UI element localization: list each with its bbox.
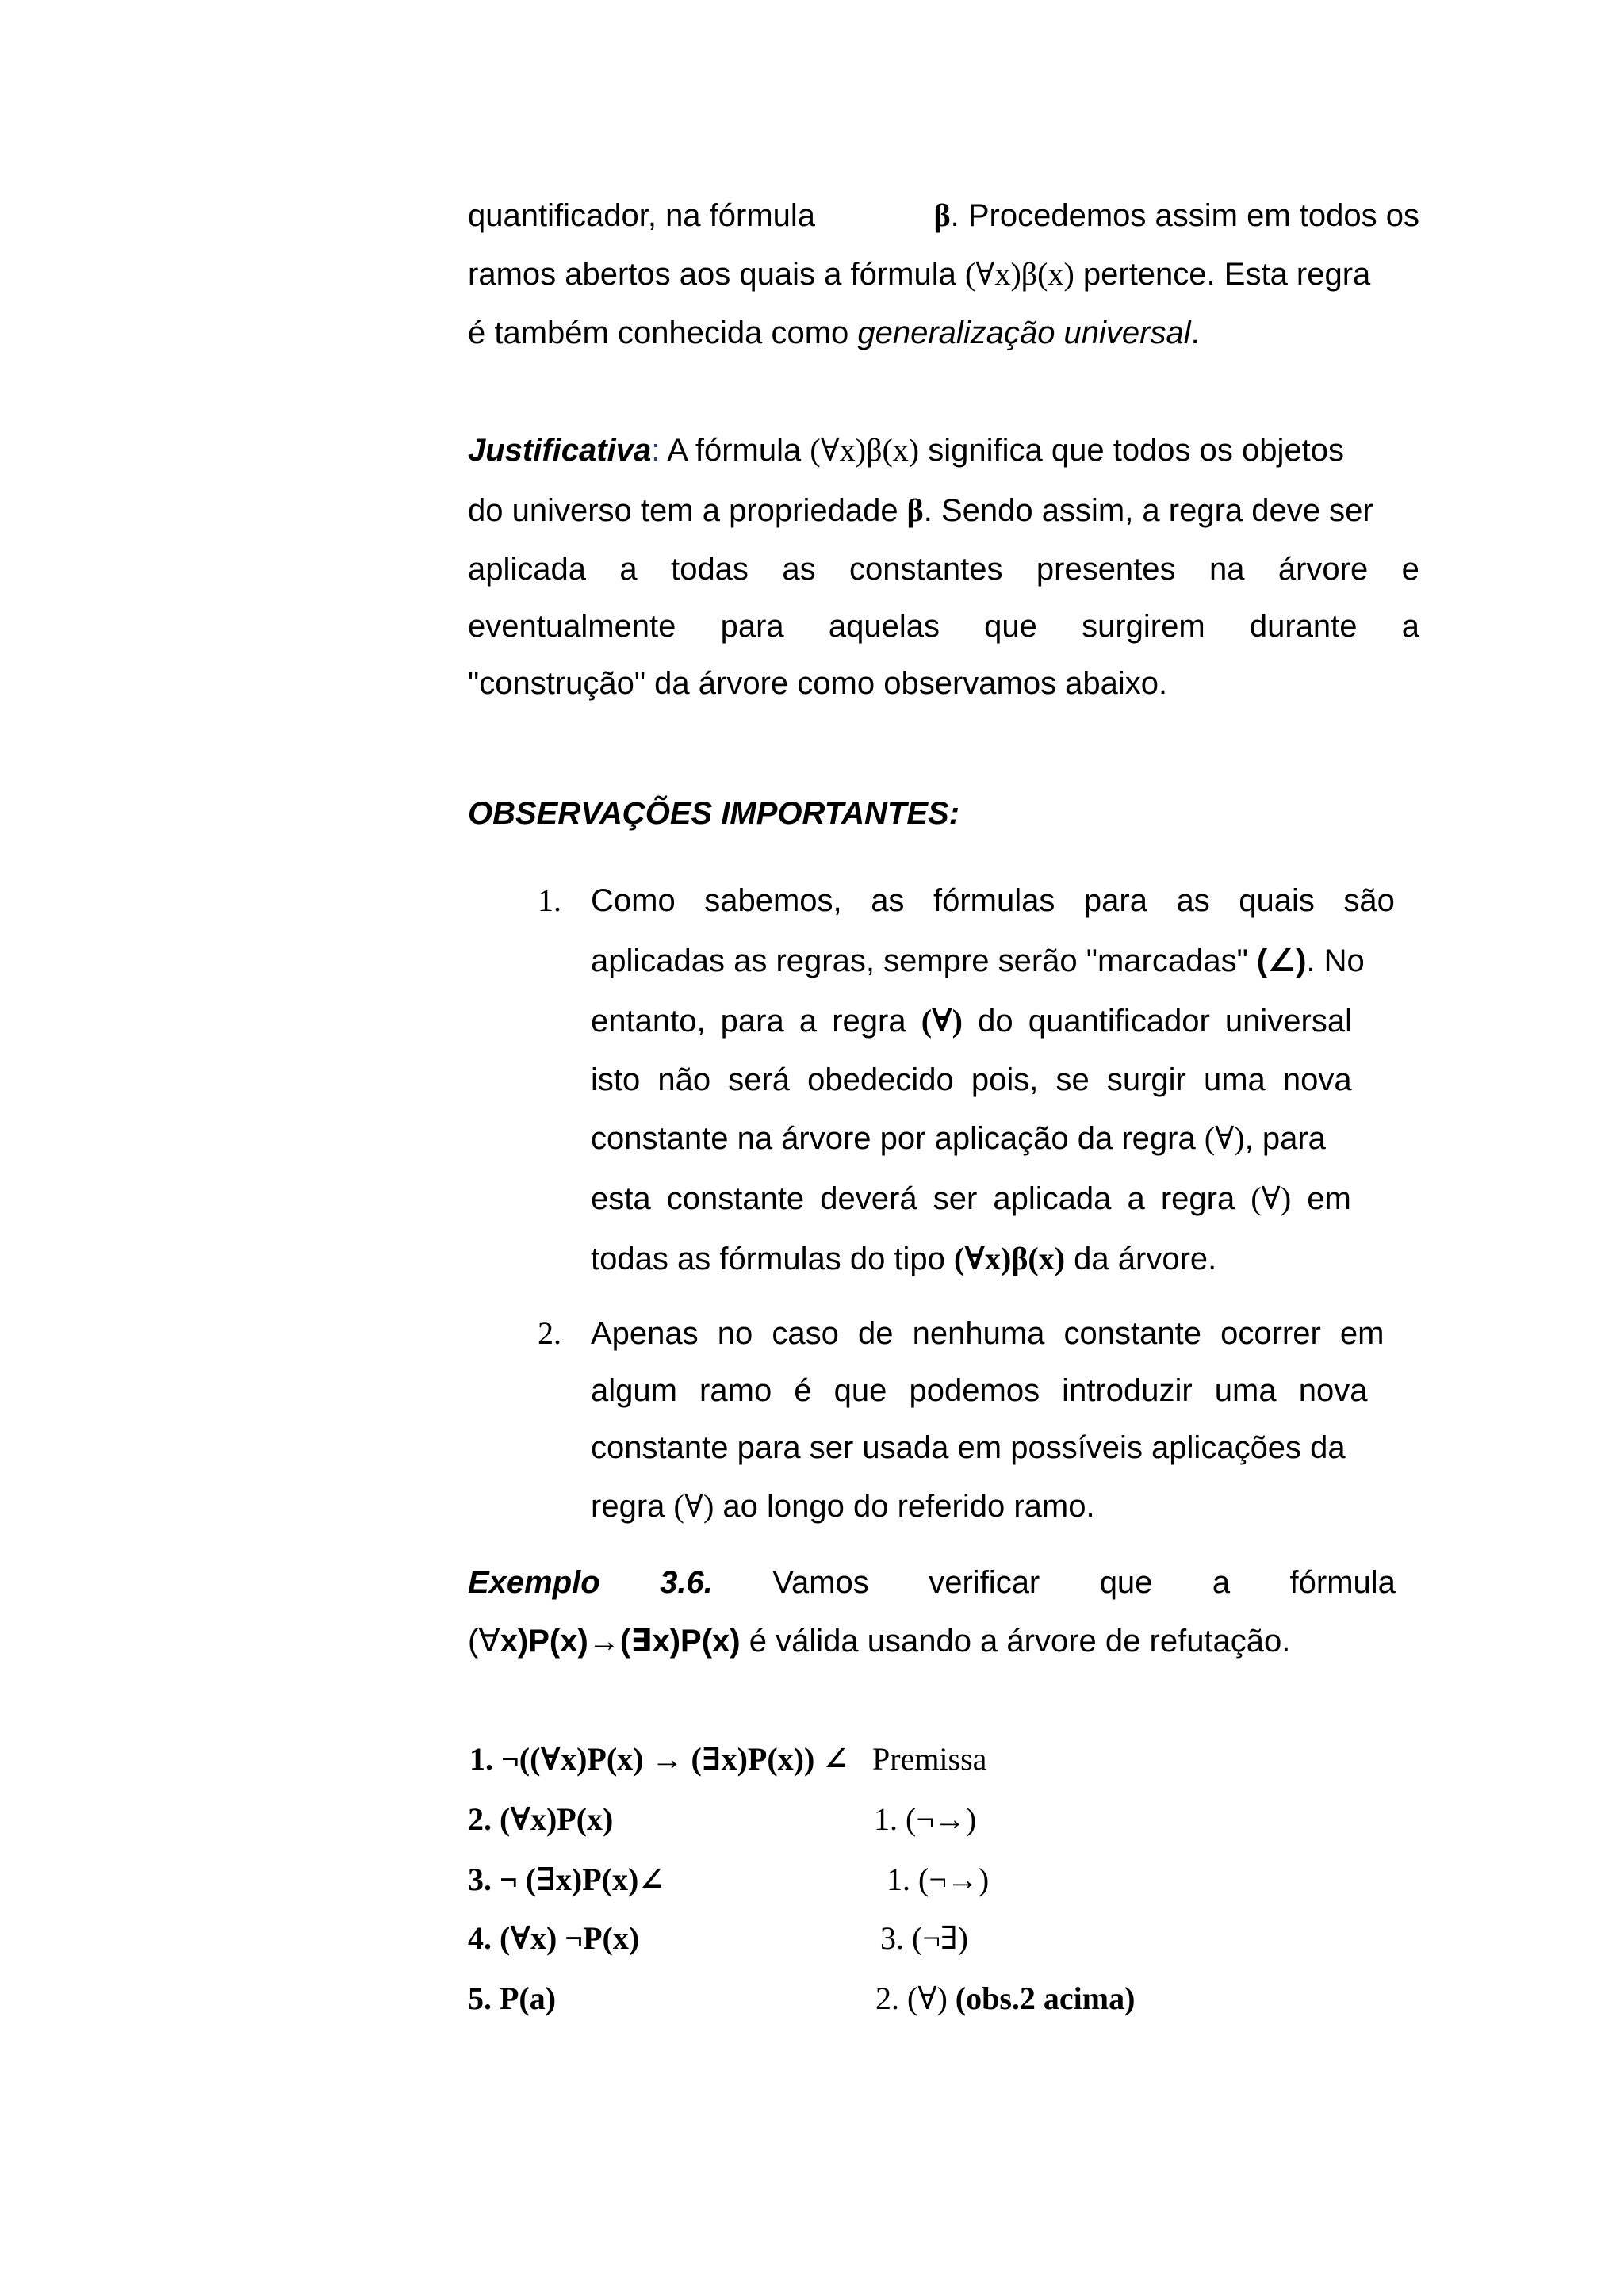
rule-symbol: (∀) <box>1204 1120 1245 1156</box>
observation-1-line-4: isto não será obedecido pois, se surgir uma nova <box>591 1062 1352 1097</box>
text: esta constante deverá ser aplicada a regra <box>591 1181 1251 1216</box>
text: aplicadas as regras, sempre serão "marcadas" <box>591 943 1257 978</box>
text: em <box>1291 1181 1351 1216</box>
word: são <box>1343 883 1395 918</box>
word: árvore <box>1277 552 1369 587</box>
paragraph-2-line-5: "construção" da árvore como observamos abaixo. <box>468 666 1168 701</box>
word: Vamos <box>772 1565 869 1600</box>
word: todas <box>671 552 749 587</box>
tableau-row-4-justification: 3. (¬∃) <box>880 1920 968 1956</box>
word: as <box>871 883 905 918</box>
observation-1-line-3 <box>591 993 1352 1050</box>
text: entanto, para a regra <box>591 1004 921 1039</box>
tableau-row-5-justification <box>875 1971 1135 2026</box>
word: que <box>984 609 1037 644</box>
rule-symbol: (∀) <box>673 1488 714 1524</box>
word: sabemos, <box>704 883 842 918</box>
word: as <box>782 552 816 587</box>
text: significa que todos os objetos <box>919 433 1345 468</box>
word: e <box>1401 552 1419 587</box>
text: constante na árvore por aplicação da regra <box>591 1121 1205 1156</box>
list-number-1: 1. <box>538 882 561 918</box>
text: é válida usando a árvore de refutação. <box>740 1624 1291 1659</box>
text: ao longo do referido ramo. <box>714 1489 1095 1524</box>
word: aquelas <box>828 609 940 644</box>
word: durante <box>1249 609 1358 644</box>
text: A fórmula <box>660 433 810 468</box>
tableau-row-3-formula: 3. ¬ (∃x)P(x)∠ <box>468 1862 665 1897</box>
word: eventualmente <box>468 609 676 644</box>
word: constantes <box>849 552 1003 587</box>
text: . Procedemos assim em todos os <box>950 198 1419 233</box>
text: do universo tem a propriedade <box>468 493 907 528</box>
formula: x)P(x)→(∃x)P(x) <box>500 1624 741 1659</box>
text: regra <box>591 1489 674 1524</box>
formula-text: 2. (∀x)P(x) <box>468 1801 614 1837</box>
rule-symbol: (∀) <box>1251 1181 1292 1216</box>
observation-1-line-1 <box>591 872 1395 929</box>
word: para <box>1083 883 1147 918</box>
example-line-2 <box>468 1613 1290 1670</box>
colon: : <box>651 433 661 468</box>
tableau-row-1-formula: 1. ¬((∀x)P(x) → (∃x)P(x)) ∠ <box>469 1741 849 1777</box>
example-number: 3.6. <box>660 1565 713 1600</box>
paragraph-2-line-2 <box>468 482 1373 539</box>
text: , para <box>1244 1121 1326 1156</box>
word: a <box>1212 1565 1231 1600</box>
formula: (∀x)β(x) <box>954 1241 1066 1276</box>
observation-2-line-3: constante para ser usada em possíveis aplicações da <box>591 1430 1346 1465</box>
paragraph-2-line-4 <box>468 598 1419 655</box>
observation-1-line-7 <box>591 1230 1216 1288</box>
word: a <box>619 552 638 587</box>
word: que <box>1099 1565 1153 1600</box>
list-number-2: 2. <box>538 1315 561 1351</box>
tableau-row-3-justification: 1. (¬→) <box>887 1862 990 1897</box>
justificativa-label: Justificativa <box>468 433 652 468</box>
example-label: Exemplo <box>468 1565 600 1600</box>
paragraph-1-line-3 <box>468 304 1200 362</box>
word: a <box>1401 609 1419 644</box>
word: quais <box>1239 883 1315 918</box>
beta-symbol: β <box>933 197 951 233</box>
observation-1-line-2 <box>591 932 1365 989</box>
text: pertence. Esta regra <box>1074 257 1371 292</box>
text: ramos abertos aos quais a fórmula <box>468 257 965 292</box>
text: é também conhecida como <box>468 316 858 350</box>
text: do quantificador universal <box>963 1004 1352 1039</box>
word: fórmula <box>1289 1565 1396 1600</box>
text: . No <box>1306 943 1365 978</box>
mark-symbol: (∠) <box>1256 943 1307 978</box>
word: as <box>1176 883 1210 918</box>
word: aplicada <box>468 552 587 587</box>
formula-start: (∀ <box>468 1624 500 1659</box>
paragraph-2-line-3 <box>468 541 1419 598</box>
justification-rule: 2. (∀) <box>875 1980 956 2016</box>
paragraph-2-line-1 <box>468 422 1344 479</box>
observation-2-line-4 <box>591 1478 1095 1535</box>
tableau-row-2-justification: 1. (¬→) <box>874 1801 977 1837</box>
italic-term: generalização universal <box>857 316 1191 350</box>
word: Como <box>591 883 676 918</box>
text: . Sendo assim, a regra deve ser <box>923 493 1373 528</box>
beta-symbol: β <box>906 492 924 528</box>
justification-note: (obs.2 acima) <box>955 1980 1136 2016</box>
tableau-row-2-formula <box>468 1792 613 1847</box>
rule-symbol: (∀) <box>921 1003 963 1039</box>
section-heading: OBSERVAÇÕES IMPORTANTES: <box>468 796 960 831</box>
text: todas as fórmulas do tipo <box>591 1242 955 1276</box>
observation-2-line-1: Apenas no caso de nenhuma constante ocorrer em <box>591 1316 1385 1351</box>
observation-1-line-6 <box>591 1170 1351 1227</box>
text: . <box>1190 316 1200 350</box>
tableau-row-5-formula: 5. P(a) <box>468 1980 557 2016</box>
word: na <box>1208 552 1245 587</box>
word: presentes <box>1036 552 1176 587</box>
paragraph-1-line-1 <box>468 187 1419 244</box>
text: quantificador, na fórmula <box>468 198 816 233</box>
formula: (∀x)β(x) <box>964 256 1074 292</box>
observation-1-line-5 <box>591 1110 1326 1167</box>
formula: (∀x)β(x) <box>810 432 920 468</box>
text: da árvore. <box>1065 1242 1217 1276</box>
tableau-row-1-justification: Premissa <box>872 1741 987 1777</box>
word: verificar <box>929 1565 1040 1600</box>
paragraph-1-line-2 <box>468 246 1370 303</box>
word: para <box>720 609 784 644</box>
tableau-row-4-formula: 4. (∀x) ¬P(x) <box>468 1920 640 1956</box>
observation-2-line-2: algum ramo é que podemos introduzir uma nova <box>591 1373 1368 1408</box>
word: fórmulas <box>933 883 1055 918</box>
word: surgirem <box>1082 609 1205 644</box>
example-line-1 <box>468 1554 1396 1611</box>
